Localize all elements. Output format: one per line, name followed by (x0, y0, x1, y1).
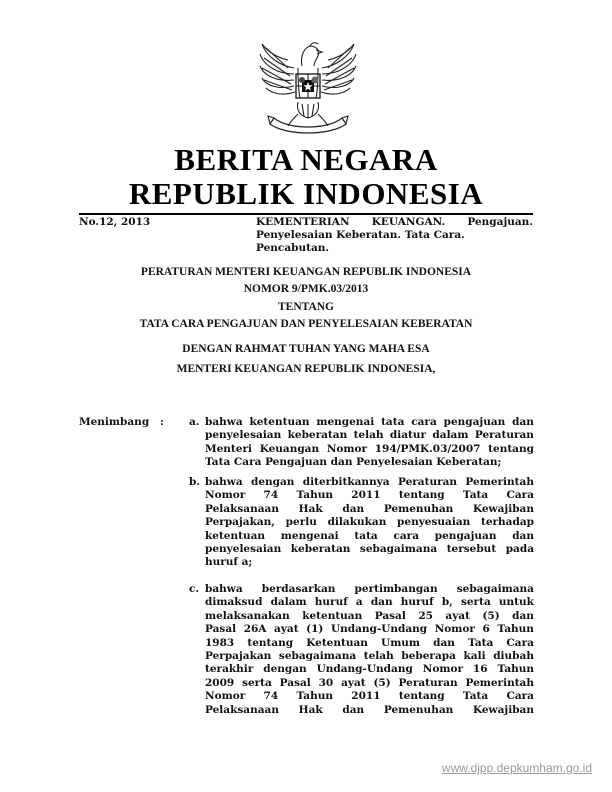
item-line (205, 596, 534, 609)
item-line (205, 704, 534, 717)
word: Nomor (434, 623, 475, 636)
word: Tahun (296, 489, 333, 502)
word: Pasal (279, 676, 311, 689)
masthead-divider (79, 213, 533, 215)
word: 2009 (205, 676, 235, 689)
word: penyelesaian (205, 543, 282, 556)
word: ayat (445, 609, 470, 622)
word: dan (342, 703, 365, 716)
word: Pelaksanaan (205, 502, 279, 515)
word: sebagaimana (359, 543, 438, 556)
regulation-title: PERATURAN MENTERI KEUANGAN REPUBLIK INDONESIA (140, 266, 472, 278)
word: huruf (314, 596, 348, 609)
word: 74 (263, 489, 279, 502)
word: Perpajakan (205, 650, 272, 663)
word: dan (342, 502, 365, 515)
item-line (205, 663, 534, 676)
word: penyelesaian (205, 429, 282, 442)
word: pengajuan (443, 416, 506, 428)
word: tentang (398, 489, 445, 502)
word: melaksanakan (205, 609, 290, 622)
word: 2011 (351, 690, 381, 703)
item-line (205, 690, 534, 703)
word: serta (460, 596, 491, 609)
word: dimaksud (205, 596, 263, 609)
item-line (205, 516, 534, 529)
word: Tahun (296, 690, 333, 703)
word: Tahun (497, 623, 534, 636)
word: Peraturan (398, 676, 458, 689)
word: Pasal (374, 609, 406, 622)
word: Tahun (497, 663, 534, 676)
item-line (205, 503, 534, 516)
word: 26A (243, 623, 267, 636)
word: Nomor (205, 489, 246, 502)
word: keberatan (290, 543, 351, 556)
word: terhadap (480, 516, 534, 529)
word: cara (393, 529, 420, 542)
issue-subject (256, 216, 533, 255)
word: ayat (274, 623, 299, 636)
word: diterbitkannya (302, 476, 390, 488)
word: serta (242, 676, 272, 689)
word: 74 (263, 690, 279, 703)
word: 1983 (205, 636, 235, 649)
word: dalam (432, 429, 469, 442)
word: Kewajiban (472, 502, 534, 515)
word: terakhir (205, 663, 254, 676)
word: sebagaimana (456, 583, 534, 595)
considering-item-c (189, 583, 534, 717)
considering-item-a (189, 416, 534, 470)
word: 194/PMK.03/2007 (374, 442, 481, 455)
word: dalam (270, 596, 307, 609)
masthead-title-line1: BERITA NEGARA (174, 142, 438, 177)
word: Hak (298, 703, 323, 716)
word: 6 (482, 623, 490, 636)
item-line: Tata Cara Pengajuan dan Penyelesaian Keberatan; (205, 456, 502, 469)
word: ketentuan (302, 609, 363, 622)
word: 25 (418, 609, 433, 622)
word: telah (363, 650, 394, 663)
word: Umum (381, 636, 421, 649)
word: bahwa (205, 583, 243, 595)
word: (1) (306, 623, 324, 636)
regulation-invocation: DENGAN RAHMAT TUHAN YANG MAHA ESA (182, 343, 430, 355)
item-line (205, 443, 534, 456)
word: kali (463, 650, 486, 663)
word: tentang (398, 690, 445, 703)
word: dan (370, 596, 393, 609)
footer-url-link[interactable]: www.djpp.depkumham.go.id (441, 761, 592, 775)
subject-word: Pengajuan. (467, 216, 533, 228)
word: Nomor (422, 663, 463, 676)
word: pada (505, 543, 534, 556)
word: telah (353, 429, 384, 442)
word: Pemerintah (465, 476, 534, 488)
word: diubah (493, 650, 534, 663)
word: Pemenuhan (383, 502, 454, 515)
item-line: huruf a; (205, 556, 253, 569)
word: Nomor (326, 442, 368, 455)
word: dilakukan (327, 516, 387, 529)
regulation-subject: TATA CARA PENGAJUAN DAN PENYELESAIAN KEBERATAN (139, 318, 473, 330)
issue-subject-line1 (256, 216, 533, 229)
word: tata (354, 529, 378, 542)
word: tentang (488, 442, 534, 455)
word: ketentuan (249, 416, 310, 428)
item-line (205, 429, 534, 442)
considering-colon: : (160, 416, 164, 428)
regulation-number: NOMOR 9/PMK.03/2013 (243, 283, 369, 295)
word: Pelaksanaan (205, 703, 279, 716)
item-body (205, 476, 534, 570)
word: Peraturan (474, 429, 534, 442)
item-line (205, 610, 534, 623)
word: Kewajiban (472, 703, 534, 716)
word: ketentuan (205, 529, 266, 542)
item-line (205, 530, 534, 543)
word: 30 (318, 676, 334, 689)
considering-item-b (189, 476, 534, 570)
item-line (205, 489, 534, 502)
subject-word: KEUANGAN. (371, 216, 446, 228)
regulation-issuer: MENTERI KEUANGAN REPUBLIK INDONESIA, (176, 363, 436, 375)
word: pertimbangan (354, 583, 438, 595)
word: tersebut (446, 543, 497, 556)
word: untuk (498, 596, 534, 609)
word: Cara (506, 489, 534, 502)
word: Perpajakan, (205, 516, 275, 529)
word: b, (441, 596, 453, 609)
word: dengan (250, 476, 295, 488)
word: tentang (247, 636, 294, 649)
considering-label: Menimbang (79, 416, 150, 428)
word: diatur (389, 429, 427, 442)
word: dan (433, 636, 455, 649)
item-body (205, 583, 534, 717)
word: bahwa (205, 476, 243, 488)
word: dan (512, 609, 534, 622)
item-line (205, 476, 534, 489)
word: Ketentuan (306, 636, 368, 649)
word: mengenai (280, 529, 339, 542)
word: huruf (400, 596, 434, 609)
item-line (205, 543, 534, 556)
word: Undang-Undang (330, 623, 428, 636)
word: dan (512, 529, 534, 542)
word: Cara (506, 636, 534, 649)
item-line (205, 583, 534, 596)
word: (5) (482, 609, 500, 622)
item-letter: c. (189, 583, 200, 595)
word: tata (381, 416, 405, 428)
word: cara (411, 416, 437, 428)
word: Peraturan (397, 476, 458, 488)
item-letter: b. (189, 476, 200, 488)
word: Tata (462, 690, 489, 703)
word: Tata (462, 489, 489, 502)
garuda-emblem-icon (258, 38, 358, 140)
regulation-about: TENTANG (277, 301, 335, 313)
word: keberatan (287, 429, 348, 442)
item-letter: a. (189, 416, 200, 428)
word: pengajuan (434, 529, 497, 542)
word: dan (512, 416, 534, 428)
item-line (205, 623, 534, 636)
word: beberapa (401, 650, 456, 663)
word: ayat (341, 676, 366, 689)
masthead-title-line2: REPUBLIK INDONESIA (128, 176, 484, 211)
issue-subject-line2: Penyelesaian Keberatan. Tata Cara. Pencabutan. (256, 229, 465, 254)
word: Cara (506, 690, 534, 703)
word: sebagaimana (278, 650, 357, 663)
item-line (205, 416, 534, 429)
word: penyesuaian (397, 516, 471, 529)
word: berdasarkan (261, 583, 336, 595)
word: Pemerintah (465, 676, 534, 689)
word: a (355, 596, 363, 609)
word: 16 (472, 663, 488, 676)
word: Hak (298, 502, 323, 515)
issue-number: No.12, 2013 (79, 216, 151, 228)
word: perlu (285, 516, 317, 529)
word: dengan (263, 663, 307, 676)
word: Pemenuhan (383, 703, 454, 716)
item-line (205, 637, 534, 650)
word: mengenai (316, 416, 375, 428)
word: Pasal (205, 623, 237, 636)
subject-word: KEMENTERIAN (256, 216, 350, 228)
item-body (205, 416, 534, 470)
word: (5) (373, 676, 391, 689)
item-line (205, 677, 534, 690)
word: Undang-Undang (316, 663, 413, 676)
word: Tata (468, 636, 494, 649)
word: Menteri (205, 442, 252, 455)
word: 2011 (351, 489, 381, 502)
word: bahwa (205, 416, 243, 428)
item-line (205, 650, 534, 663)
word: Keuangan (259, 442, 320, 455)
word: Nomor (205, 690, 246, 703)
